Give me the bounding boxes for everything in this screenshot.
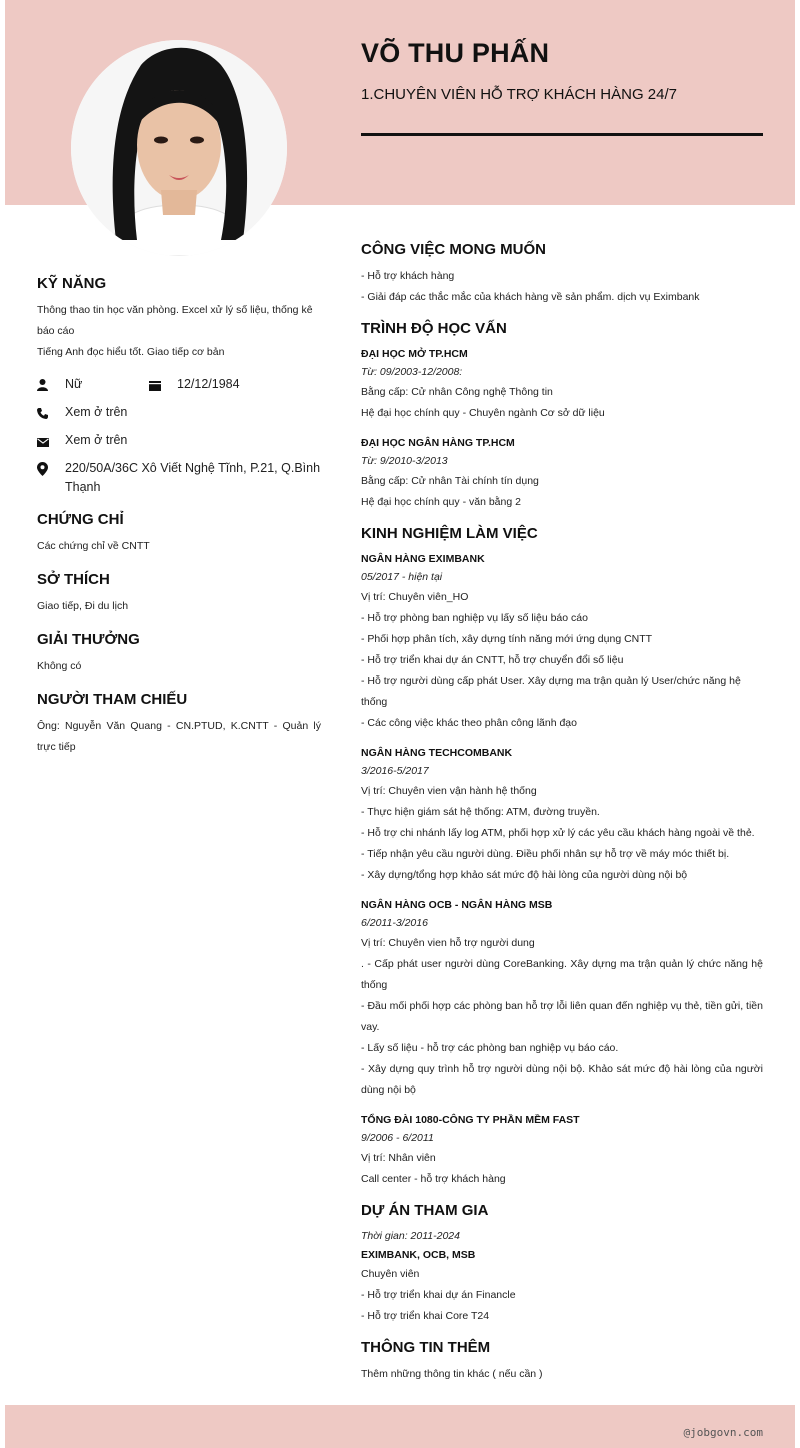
experience-line: Vị trí: Chuyên vien vận hành hệ thống <box>361 785 537 797</box>
section-title: KINH NGHIỆM LÀM VIỆC <box>361 525 538 542</box>
experience-line: Vị trí: Chuyên viên_HO <box>361 591 469 603</box>
section-title: CÔNG VIỆC MONG MUỐN <box>361 241 547 258</box>
education-section <box>361 320 763 513</box>
experience-line: - Xây dựng/tổng hợp khảo sát mức độ hài lòng của người dùng nội bộ <box>361 869 688 881</box>
phone-value: Xem ở trên <box>65 405 128 419</box>
experience-period: 9/2006 - 6/2011 <box>361 1132 434 1144</box>
calendar-icon <box>149 375 177 397</box>
experience-period: 3/2016-5/2017 <box>361 765 429 777</box>
experience-line: - Hỗ trợ triển khai dự án CNTT, hỗ trợ chuyển đổi số liệu <box>361 654 624 666</box>
projects-section <box>361 1202 763 1327</box>
hobbies-text: Giao tiếp, Đi du lịch <box>37 600 129 612</box>
awards-section <box>37 631 321 677</box>
experience-line: Vị trí: Nhân viên <box>361 1152 436 1164</box>
education-line: Hệ đại học chính quy - văn bằng 2 <box>361 496 521 508</box>
company-name: NGÂN HÀNG EXIMBANK <box>361 553 485 565</box>
experience-line: - Các công việc khác theo phân công lãnh đạo <box>361 717 577 729</box>
project-org: EXIMBANK, OCB, MSB <box>361 1249 476 1261</box>
right-column <box>361 241 763 1397</box>
experience-line: - Đầu mối phối hợp các phòng ban hỗ trợ lỗi liên quan đến nghiệp vụ thẻ, tiền gửi, tiền vay. <box>361 1000 763 1033</box>
experience-line: Vị trí: Chuyên vien hỗ trợ người dung <box>361 937 535 949</box>
hobbies-section <box>37 571 321 617</box>
school-name: ĐẠI HỌC MỞ TP.HCM <box>361 348 468 360</box>
birthday-value: 12/12/1984 <box>177 377 240 391</box>
objective-section <box>361 241 763 308</box>
gender-birthday-row <box>37 375 321 397</box>
experience-line: - Lấy số liệu - hỗ trợ các phòng ban nghiệp vụ báo cáo. <box>361 1042 619 1054</box>
education-line: Bằng cấp: Cử nhân Tài chính tín dụng <box>361 475 539 487</box>
footer-band <box>5 1405 795 1448</box>
company-name: TỔNG ĐÀI 1080-CÔNG TY PHẦN MỀM FAST <box>361 1114 580 1126</box>
section-title: SỞ THÍCH <box>37 571 110 588</box>
title-divider <box>361 133 763 136</box>
experience-line: - Thực hiện giám sát hệ thống: ATM, đường truyền. <box>361 806 600 818</box>
education-line: Bằng cấp: Cử nhân Công nghệ Thông tin <box>361 386 553 398</box>
awards-text: Không có <box>37 660 82 672</box>
project-line: - Hỗ trợ triển khai Core T24 <box>361 1310 490 1322</box>
education-period: Từ: 09/2003-12/2008: <box>361 366 463 378</box>
certificates-text: Các chứng chỉ về CNTT <box>37 540 150 552</box>
skill-line: Tiếng Anh đọc hiểu tốt. Giao tiếp cơ bản <box>37 346 225 358</box>
section-title: KỸ NĂNG <box>37 275 107 292</box>
experience-line: Call center - hỗ trợ khách hàng <box>361 1173 506 1185</box>
experience-line: - Hỗ trợ người dùng cấp phát User. Xây dựng ma trận quản lý User/chức năng hệ thống <box>361 675 741 708</box>
experience-line: . - Cấp phát user người dùng CoreBanking. Xây dựng ma trận quản lý chức năng hệ thống <box>361 958 763 991</box>
experience-line: - Xây dựng quy trình hỗ trợ người dùng nội bộ. Khảo sát mức độ hài lòng của người dùng nội bộ <box>361 1063 763 1096</box>
section-title: GIẢI THƯỞNG <box>37 631 140 648</box>
email-icon <box>37 431 65 453</box>
phone-icon <box>37 403 65 425</box>
job-title: 1.CHUYÊN VIÊN HỖ TRỢ KHÁCH HÀNG 24/7 <box>361 86 677 103</box>
company-name: NGÂN HÀNG TECHCOMBANK <box>361 747 513 759</box>
email-row <box>37 431 321 453</box>
personal-info <box>37 375 321 497</box>
project-period: Thời gian: 2011-2024 <box>361 1230 460 1242</box>
profile-photo <box>71 40 287 256</box>
experience-entry <box>361 744 763 886</box>
portrait-illustration <box>71 40 287 256</box>
email-value: Xem ở trên <box>65 433 128 447</box>
experience-line: - Tiếp nhận yêu cầu người dùng. Điều phối nhân sự hỗ trợ về máy móc thiết bị. <box>361 848 730 860</box>
education-entry <box>361 434 763 513</box>
address-value: 220/50A/36C Xô Viết Nghệ Tĩnh, P.21, Q.Bình Thạnh <box>65 461 321 494</box>
candidate-name: VÕ THU PHẤN <box>361 38 550 68</box>
experience-line: - Hỗ trợ chi nhánh lấy log ATM, phối hợp xử lý các yêu cầu khách hàng ngoài về thẻ. <box>361 827 755 839</box>
school-name: ĐẠI HỌC NGÂN HÀNG TP.HCM <box>361 437 515 449</box>
footer-watermark: @jobgovn.com <box>683 1426 763 1439</box>
phone-row <box>37 403 321 425</box>
section-title: TRÌNH ĐỘ HỌC VẤN <box>361 320 507 337</box>
company-name: NGÂN HÀNG OCB - NGÂN HÀNG MSB <box>361 899 553 911</box>
references-section <box>37 691 321 758</box>
section-title: NGƯỜI THAM CHIẾU <box>37 691 188 708</box>
experience-period: 6/2011-3/2016 <box>361 917 428 929</box>
section-title: CHỨNG CHỈ <box>37 511 124 528</box>
project-line: Chuyên viên <box>361 1268 420 1280</box>
experience-line: - Phối hợp phân tích, xây dựng tính năng mới ứng dụng CNTT <box>361 633 653 645</box>
section-title: DỰ ÁN THAM GIA <box>361 1202 489 1219</box>
objective-line: - Giải đáp các thắc mắc của khách hàng về sản phẩm. dịch vụ Eximbank <box>361 291 700 303</box>
birthday-item <box>177 375 317 397</box>
education-entry <box>361 345 763 424</box>
gender-value: Nữ <box>65 377 83 391</box>
experience-entry <box>361 550 763 734</box>
certificates-section <box>37 511 321 557</box>
left-column <box>37 275 321 758</box>
objective-line: - Hỗ trợ khách hàng <box>361 270 455 282</box>
experience-period: 05/2017 - hiện tại <box>361 571 443 583</box>
skill-line: Thông thao tin học văn phòng. Excel xử lý số liệu, thống kê báo cáo <box>37 304 313 337</box>
experience-line: - Hỗ trợ phòng ban nghiệp vụ lấy số liệu báo cáo <box>361 612 588 624</box>
location-pin-icon <box>37 459 65 482</box>
experience-entry <box>361 1111 763 1190</box>
address-row <box>37 459 321 497</box>
education-line: Hệ đại học chính quy - Chuyên ngành Cơ sở dữ liệu <box>361 407 605 419</box>
person-icon <box>37 375 65 397</box>
additional-info-text: Thêm những thông tin khác ( nếu cần ) <box>361 1368 543 1380</box>
references-text: Ông: Nguyễn Văn Quang - CN.PTUD, K.CNTT - Quản lý trực tiếp <box>37 720 321 753</box>
education-period: Từ: 9/2010-3/2013 <box>361 455 448 467</box>
section-title: THÔNG TIN THÊM <box>361 1339 491 1356</box>
skills-section <box>37 275 321 363</box>
project-line: - Hỗ trợ triển khai dự án Financle <box>361 1289 516 1301</box>
experience-entry <box>361 896 763 1101</box>
experience-section <box>361 525 763 1190</box>
additional-info-section <box>361 1339 763 1385</box>
